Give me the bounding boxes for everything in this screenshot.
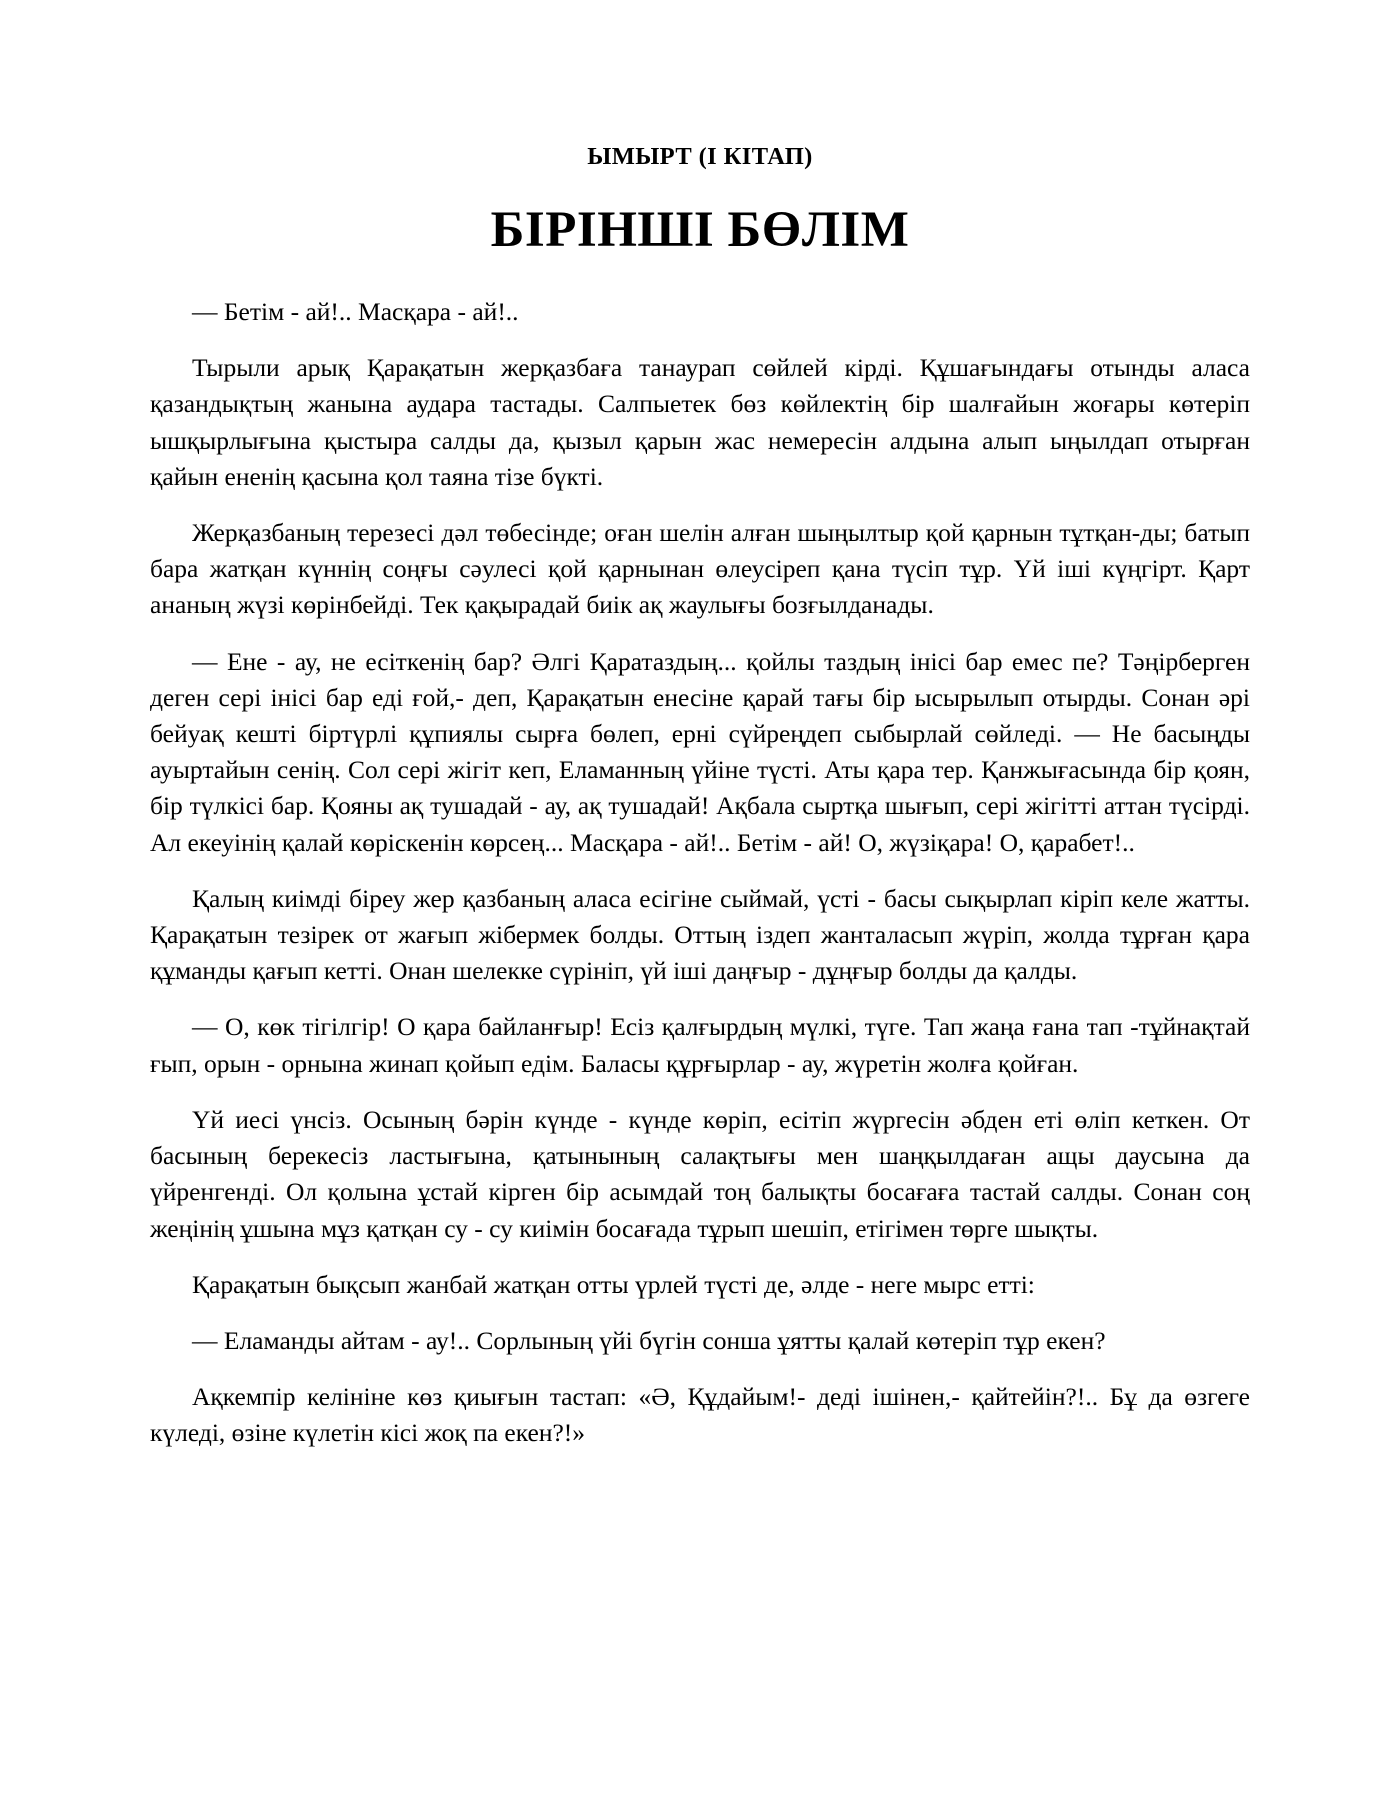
paragraph: — Бетім - ай!.. Масқара - ай!.. — [192, 297, 519, 327]
chapter-heading: БІРІНШІ БӨЛІМ — [490, 202, 910, 259]
paragraph: — Ене - ау, не есіткенің бар? Әлгі Қаратаздың... қойлы таздың інісі бар емес пе? Тәңірберген деген сері інісі бар еді ғой,- деп, Қарақатын енесіне қарай тағы бір ысырылып отырды. Сонан әрі бейуақ кешті біртүрлі құпиялы сырға бөлеп, ерні сүйреңдеп сыбырлай сөйледі. — Не басыңды ауыртайын сенің. Сол сері жігіт кеп, Еламанның үйіне түсті. Аты қара тер. Қанжығасында бір қоян, бір түлкісі бар. Қояны ақ тушадай - ау, ақ тушадай! Ақбала сыртқа шығып, сері жігітті аттан түсірді. Ал екеуінің қалай көріскенін көрсең... Масқара - ай!.. Бетім - ай! О, жүзіқара! О, қарабет!.. — [150, 646, 1250, 857]
paragraph: Үй иесі үнсіз. Осының бәрін күнде - күнде көріп, есітіп жүргесін әбден еті өліп кеткен. От басының берекесіз ластығына, қатынының салақтығы мен шаңқылдаған ащы даусына да үйренгенді. Ол қолына ұстай кірген бір асымдай тоң балықты босағаға тастай салды. Сонан соң жеңінің ұшына мұз қатқан су - су киімін босағада тұрып шешіп, етігімен төрге шықты. — [150, 1104, 1250, 1243]
paragraph: — О, көк тігілгір! О қара байланғыр! Есіз қалғырдың мүлкі, түге. Тап жаңа ғана тап -тұйнақтай ғып, орын - орнына жинап қойып едім. Баласы құрғырлар - ау, жүретін жолға қойған. — [150, 1012, 1250, 1078]
paragraph: — Еламанды айтам - ау!.. Сорлының үйі бүгін сонша ұятты қалай көтеріп тұр екен? — [192, 1325, 1106, 1355]
body-text — [150, 260, 1250, 1451]
page-content — [150, 0, 1250, 1452]
paragraph: Ақкемпір келініне көз қиығын тастап: «Ә, Құдайым!- деді ішінен,- қайтейін?!.. Бұ да өзгеге күледі, өзіне күлетін кісі жоқ па екен?!» — [150, 1382, 1250, 1448]
paragraph: Жерқазбаның терезесі дәл төбесінде; оған шелін алған шыңылтыр қой қарнын тұтқан-ды; батып бара жатқан күннің соңғы сәулесі қой қарнынан өлеусіреп қана түсіп тұр. Үй іші күңгірт. Қарт ананың жүзі көрінбейді. Тек қақырадай биік ақ жаулығы бозғылданады. — [150, 518, 1250, 620]
book-title: ЫМЫРТ (I КІТАП) — [587, 143, 813, 170]
paragraph: Қалың киімді біреу жер қазбаның аласа есігіне сыймай, үсті - басы сықырлап кіріп келе жатты. Қарақатын тезірек от жағып жібермек болды. Оттың іздеп жанталасып жүріп, жолда тұрған қара құманды қағып кетті. Онан шелекке сүрініп, үй іші даңғыр - дұңғыр болды да қалды. — [150, 883, 1250, 986]
paragraph: Тырыли арық Қарақатын жерқазбаға танаурап сөйлей кірді. Құшағындағы отынды аласа қазандықтың жанына аудара тастады. Салпыетек бөз көйлектің бір шалғайын жоғары көтеріп ышқырлығына қыстыра салды да, қызыл қарын жас немересін алдына алып ыңылдап отырған қайын ененің қасына қол таяна тізе бүкті. — [150, 353, 1250, 491]
paragraph: Қарақатын бықсып жанбай жатқан отты үрлей түсті де, әлде - неге мырс етті: — [192, 1269, 1035, 1299]
